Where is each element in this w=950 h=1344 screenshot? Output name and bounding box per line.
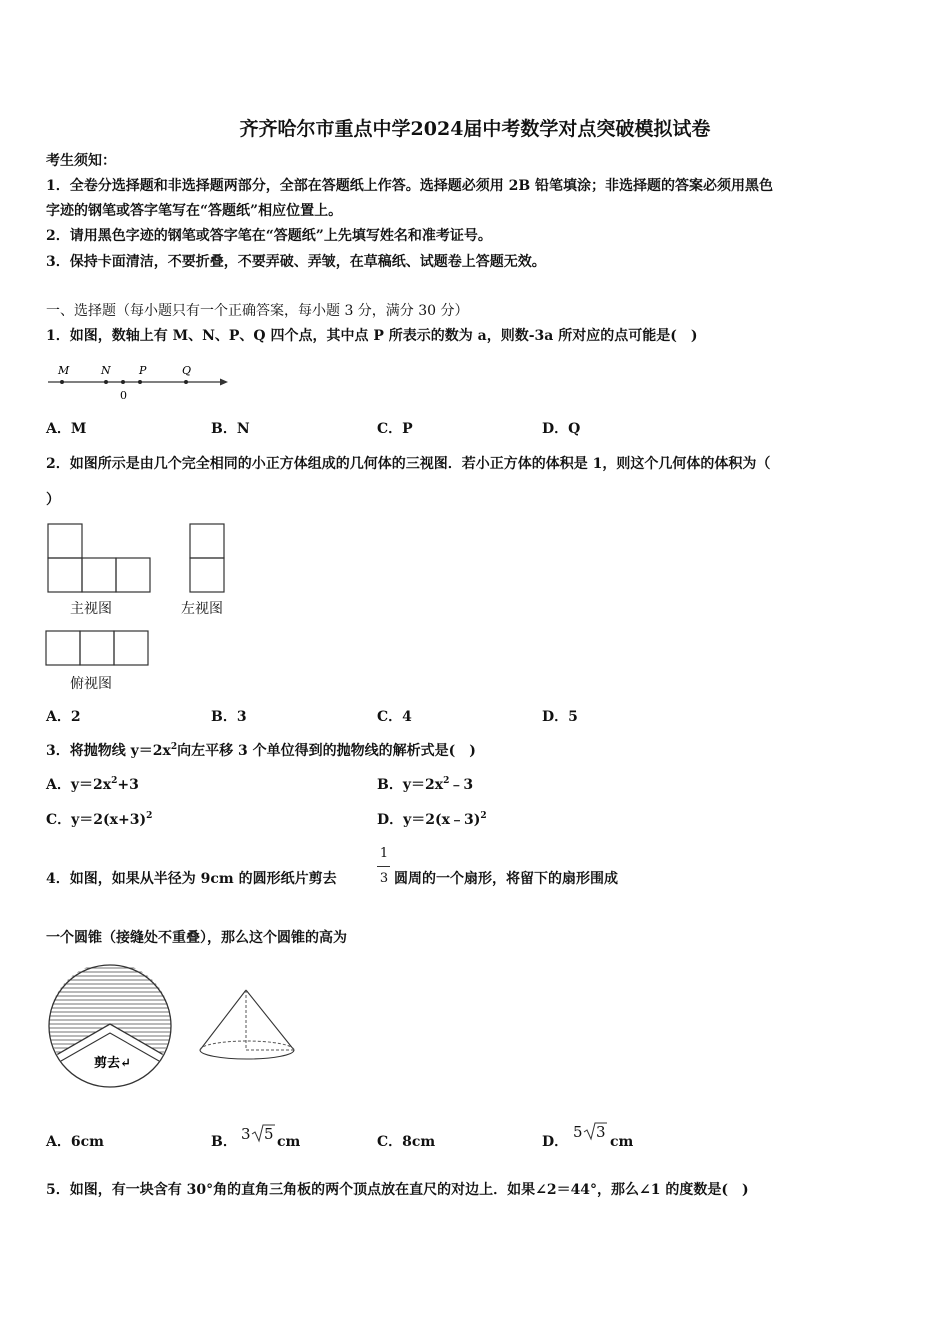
- notice-line-3: 3．保持卡面清洁，不要折叠，不要弄破、弄皱，在草稿纸、试题卷上答题无效。: [46, 254, 546, 270]
- left-view-label: 左视图: [181, 601, 223, 617]
- cut-label: 剪去↵: [94, 1056, 131, 1071]
- q4-stem-a-post: 圆周的一个扇形，将留下的扇形围成: [394, 871, 618, 887]
- q4-option-d-coef: 5: [573, 1123, 583, 1141]
- front-view-label: 主视图: [70, 601, 112, 617]
- page-title: 齐齐哈尔市重点中学2024届中考数学对点突破模拟试卷: [239, 118, 711, 140]
- q4-stem-b: 一个圆锥（接缝处不重叠），那么这个圆锥的高为: [46, 930, 347, 946]
- q2-option-d[interactable]: D．5: [542, 709, 578, 725]
- q3-option-c[interactable]: C．$y=2(x+3)^2$: [46, 811, 153, 828]
- label-m: M: [58, 364, 70, 377]
- fraction-denominator: 3: [379, 871, 389, 886]
- q4-option-a[interactable]: A．6cm: [46, 1134, 104, 1150]
- point-m: [60, 380, 64, 384]
- q2-stem-b: ）: [46, 492, 60, 508]
- label-n: N: [101, 364, 111, 377]
- q3-option-a[interactable]: A．$y=2x^2+3$: [46, 776, 139, 793]
- q2-option-b[interactable]: B．3: [211, 709, 247, 725]
- q1-option-a[interactable]: A．M: [46, 421, 87, 437]
- label-zero: 0: [120, 389, 127, 402]
- section-heading: 一、选择题（每小题只有一个正确答案，每小题 3 分，满分 30 分）: [46, 303, 469, 319]
- q3-option-d[interactable]: D．y＝2(x﹣3)$^2$: [377, 811, 487, 828]
- q2-option-c[interactable]: C．4: [377, 709, 412, 725]
- q4-option-b-coef: 3: [241, 1125, 251, 1143]
- q1-option-d[interactable]: D．Q: [542, 421, 581, 437]
- point-n: [104, 380, 108, 384]
- cone-figure: [198, 988, 298, 1064]
- q4-option-b-unit: cm: [277, 1134, 301, 1150]
- left-view-figure: [189, 523, 229, 595]
- q1-option-b[interactable]: B．N: [211, 421, 250, 437]
- arrow-icon: [220, 379, 228, 386]
- q4-option-d[interactable]: D．: [542, 1134, 569, 1150]
- point-q: [184, 380, 188, 384]
- q4-option-d-unit: cm: [610, 1134, 634, 1150]
- q3-option-b[interactable]: B．$y=2x^2﹣3$: [377, 776, 474, 793]
- q3-stem: 3．将抛物线 $y=2x^2$向左平移 3 个单位得到的抛物线的解析式是( ): [46, 742, 476, 759]
- point-zero: [121, 380, 125, 384]
- point-p: [138, 380, 142, 384]
- notice-line-2: 2．请用黑色字迹的钢笔或答字笔在“答题纸”上先填写姓名和准考证号。: [46, 228, 492, 244]
- q4-option-c[interactable]: C．8cm: [377, 1134, 436, 1150]
- q4-stem-a-pre: 4．如图，如果从半径为 9cm 的圆形纸片剪去: [46, 871, 337, 887]
- front-view-figure: [47, 523, 155, 595]
- label-p: P: [139, 364, 147, 377]
- notice-line-1b: 字迹的钢笔或答字笔写在“答题纸”相应位置上。: [46, 203, 343, 219]
- label-q: Q: [182, 364, 192, 377]
- notice-line-1a: 1．全卷分选择题和非选择题两部分，全部在答题纸上作答。选择题必须用 2B 铅笔填涂；非选择题的答案必须用黑色: [46, 178, 774, 194]
- q4-option-d-radicand: 3: [596, 1123, 606, 1141]
- notice-heading: 考生须知：: [46, 153, 116, 169]
- q2-stem-a: 2．如图所示是由几个完全相同的小正方体组成的几何体的三视图．若小正方体的体积是 1，则这个几何体的体积为（: [46, 456, 771, 472]
- q1-stem: 1．如图，数轴上有 M、N、P、Q 四个点，其中点 P 所表示的数为 a，则数-3a 所对应的点可能是( ): [46, 328, 698, 344]
- q1-option-c[interactable]: C．P: [377, 421, 413, 437]
- top-view-figure: [45, 630, 153, 670]
- q2-option-a[interactable]: A．2: [46, 709, 81, 725]
- q4-option-b[interactable]: B．: [211, 1134, 237, 1150]
- q5-stem: 5．如图，有一块含有 30°角的直角三角板的两个顶点放在直尺的对边上．如果∠2＝44°，那么∠1 的度数是( ): [46, 1182, 749, 1198]
- q4-option-b-radicand: 5: [264, 1125, 274, 1143]
- fraction-numerator: 1: [379, 846, 389, 861]
- number-line-figure: [44, 362, 234, 402]
- circle-sector-figure: [48, 964, 172, 1088]
- fraction-bar: [377, 866, 390, 867]
- top-view-label: 俯视图: [70, 676, 112, 692]
